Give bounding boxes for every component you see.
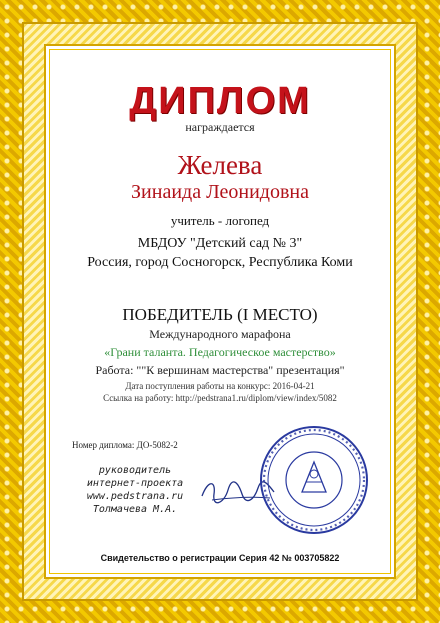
signer-line-1: руководитель [98,465,172,476]
signer-line-2: интернет-проекта [86,478,184,489]
recipient-name: Зинаида Леонидовна [131,181,309,203]
recipient-role: учитель - логопед [170,213,270,228]
awarded-label: награждается [185,120,255,134]
signer-block [80,464,190,516]
registration-certificate: Свидетельство о регистрации Серия 42 № 003705822 [100,553,340,563]
recipient-surname: Желева [177,150,263,180]
recipient-organization: МБДОУ "Детский сад № 3" [137,236,303,251]
round-stamp-icon [258,424,370,536]
event-type: Международного марафона [149,327,291,341]
diploma-number: Номер диплома: ДО-5082-2 [72,440,178,450]
marathon-name: «Грани таланта. Педагогическое мастерство» [104,345,336,359]
recipient-location: Россия, город Сосногорск, Республика Коми [87,255,353,270]
work-link: Ссылка на работу: http://pedstrana1.ru/diplom/view/index/5082 [103,393,337,403]
signer-line-3: www.pedstrana.ru [86,491,184,502]
submission-date: Дата поступления работы на конкурс: 2016-04-21 [125,381,315,391]
work-title: Работа: ""К вершинам мастерства" презентация" [95,363,345,377]
diploma-title: ДИПЛОМ [129,80,311,122]
award-result: ПОБЕДИТЕЛЬ (I МЕСТО) [122,305,318,324]
signer-line-4: Толмачева М.А. [92,504,178,515]
